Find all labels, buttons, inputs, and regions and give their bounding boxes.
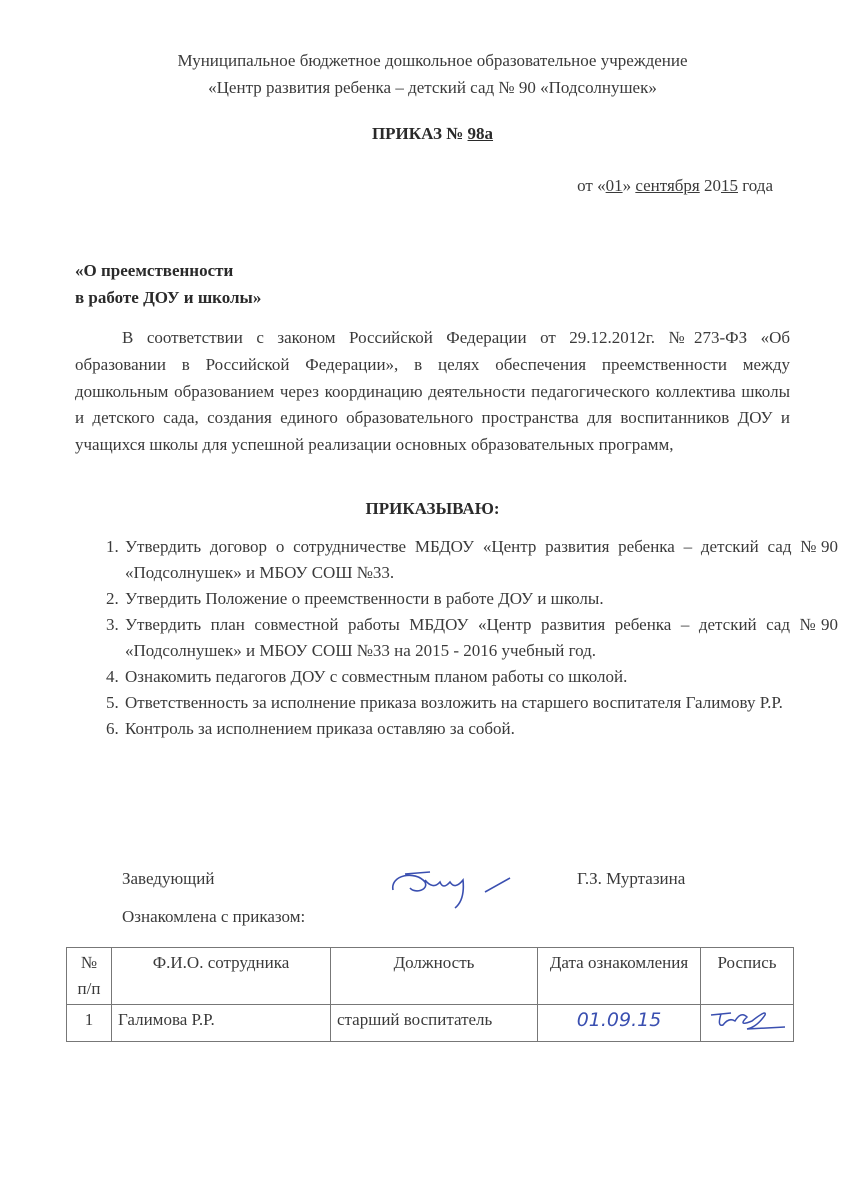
institution-line-2: «Центр развития ребенка – детский сад № 90 «Подсолнушек» (208, 78, 657, 97)
institution-header (0, 47, 865, 101)
order-subject (75, 257, 261, 311)
cell-signature (701, 1005, 794, 1042)
subject-line-1: «О преемственности (75, 261, 234, 280)
decree-items (75, 534, 838, 742)
order-number: 98а (467, 124, 494, 143)
date-year-suffix: 15 (720, 176, 738, 195)
signer-position: Заведующий (122, 869, 215, 888)
cell-num: 1 (67, 1005, 112, 1042)
acknowledgement-table (66, 947, 794, 1042)
employee-signature (707, 1007, 787, 1031)
preamble: В соответствии с законом Российской Федерации от 29.12.2012г. №273-ФЗ «Об образовании в Российской Федерации», в целях обеспечения преемственности между дошкольным образованием через координацию деятельности педагогического коллектива школы и детского сада, создания единого образовательного пространства для воспитанников ДОУ и учащихся школы для успешной реализации основных образовательных программ, (75, 328, 790, 455)
director-signature (385, 860, 535, 910)
cell-name: Галимова Р.Р. (112, 1005, 331, 1042)
decree-item: 2. Утвердить Положение о преемственности в работе ДОУ и школы. (123, 586, 838, 612)
decree-item: 4. Ознакомить педагогов ДОУ с совместным планом работы со школой. (123, 664, 838, 690)
date-year-prefix: 20 (699, 176, 721, 195)
date-month: сентября (635, 176, 700, 195)
decree-item: 1. Утвердить договор о сотрудничестве МБДОУ «Центр развития ребенка – детский сад №90 «Подсолнушек» и МБОУ СОШ №33. (123, 534, 838, 586)
decree-heading: ПРИКАЗЫВАЮ: (365, 499, 500, 518)
date-day: 01 (605, 176, 623, 195)
table-header-row (67, 948, 794, 1005)
header-date: Дата ознакомления (538, 948, 701, 1005)
subject-line-2: в работе ДОУ и школы» (75, 288, 262, 307)
decree-item: 6. Контроль за исполнением приказа оставляю за собой. (123, 716, 838, 742)
institution-line-1: Муниципальное бюджетное дошкольное образовательное учреждение (177, 51, 688, 70)
header-position: Должность (331, 948, 538, 1005)
order-date (577, 176, 773, 196)
cell-position: старший воспитатель (331, 1005, 538, 1042)
header-signature: Роспись (701, 948, 794, 1005)
order-title-prefix: ПРИКАЗ № (371, 124, 468, 143)
header-name: Ф.И.О. сотрудника (112, 948, 331, 1005)
decree-item: 3. Утвердить план совместной работы МБДОУ «Центр развития ребенка – детский сад №90 «Подсолнушек» и МБОУ СОШ №33 на 2015 - 2016 учебный год. (123, 612, 838, 664)
date-mid: » (622, 176, 636, 195)
date-prefix: от « (577, 176, 606, 195)
decree-item: 5. Ответственность за исполнение приказа возложить на старшего воспитателя Галимову Р.Р. (123, 690, 838, 716)
order-title (0, 124, 865, 144)
cell-date: 01.09.15 (538, 1005, 701, 1042)
date-suffix: года (737, 176, 773, 195)
table-row (67, 1005, 794, 1042)
signer-name: Г.З. Муртазина (577, 869, 686, 888)
acknowledged-label: Ознакомлена с приказом: (122, 907, 306, 926)
header-num: № п/п (67, 948, 112, 1005)
